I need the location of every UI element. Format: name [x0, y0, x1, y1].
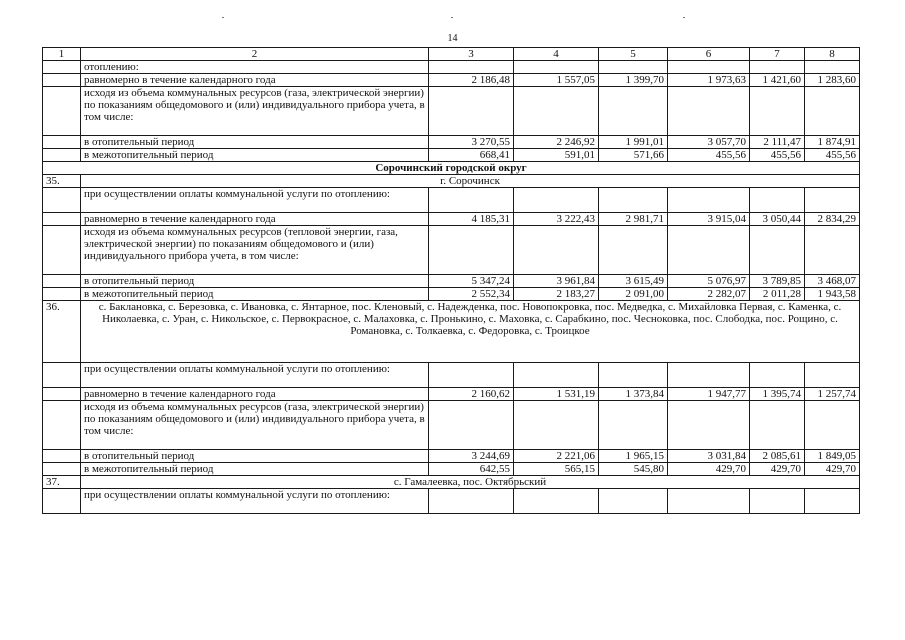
tariff-value: [805, 489, 860, 514]
tariff-value: [750, 61, 805, 74]
row-index: [43, 136, 81, 149]
row-index: [43, 213, 81, 226]
row-label: равномерно в течение календарного года: [81, 74, 429, 87]
tariff-value: 1 965,15: [599, 450, 668, 463]
tariff-value: 3 468,07: [805, 275, 860, 288]
tariff-value: 2 011,28: [750, 288, 805, 301]
tariff-value: 3 222,43: [514, 213, 599, 226]
tariff-value: [514, 401, 599, 450]
row-label: при осуществлении оплаты коммунальной услуги по отоплению:: [81, 188, 429, 213]
row-index: 35.: [43, 175, 81, 188]
row-index: [43, 87, 81, 136]
tariff-value: [514, 363, 599, 388]
tariff-value: [668, 61, 750, 74]
row-label: в отопительный период: [81, 136, 429, 149]
tariff-value: 2 183,27: [514, 288, 599, 301]
tariff-value: [668, 401, 750, 450]
table-row: [43, 188, 860, 213]
tariff-value: 2 282,07: [668, 288, 750, 301]
row-index: [43, 450, 81, 463]
locality-row: [43, 476, 860, 489]
tariff-value: [599, 87, 668, 136]
tariff-value: [429, 401, 514, 450]
tariff-value: [750, 188, 805, 213]
table-row: [43, 61, 860, 74]
row-label: при осуществлении оплаты коммунальной услуги по отоплению:: [81, 363, 429, 388]
tariff-value: [668, 87, 750, 136]
column-number: 2: [81, 48, 429, 61]
row-index: [43, 149, 81, 162]
tariff-value: 3 050,44: [750, 213, 805, 226]
tariff-value: [429, 188, 514, 213]
tariff-value: 3 244,69: [429, 450, 514, 463]
table-row: [43, 275, 860, 288]
tariff-value: 5 076,97: [668, 275, 750, 288]
row-index: [43, 61, 81, 74]
table-row: [43, 450, 860, 463]
tariff-value: [668, 188, 750, 213]
row-label: исходя из объема коммунальных ресурсов (тепловой энергии, газа, электрической энергии) по показаниям общедомового и (или) индивидуального прибора учета, в том числе:: [81, 226, 429, 275]
tariff-value: [750, 363, 805, 388]
tariff-value: 2 834,29: [805, 213, 860, 226]
row-label: в отопительный период: [81, 275, 429, 288]
tariff-value: 1 973,63: [668, 74, 750, 87]
row-label: исходя из объема коммунальных ресурсов (газа, электрической энергии) по показаниям общедомового и (или) индивидуального прибора учета, в том числе:: [81, 87, 429, 136]
tariff-value: 1 991,01: [599, 136, 668, 149]
tariff-value: [750, 401, 805, 450]
row-index: [43, 226, 81, 275]
row-label: в отопительный период: [81, 450, 429, 463]
tariff-value: [805, 87, 860, 136]
tariff-value: 2 552,34: [429, 288, 514, 301]
tariff-value: 1 283,60: [805, 74, 860, 87]
tariff-value: 1 421,60: [750, 74, 805, 87]
tariff-value: 1 849,05: [805, 450, 860, 463]
column-number: 6: [668, 48, 750, 61]
row-index: 36.: [43, 301, 81, 363]
tariff-value: 642,55: [429, 463, 514, 476]
tariff-value: 1 257,74: [805, 388, 860, 401]
tariff-value: 3 057,70: [668, 136, 750, 149]
tariff-value: [514, 61, 599, 74]
tariff-value: 455,56: [668, 149, 750, 162]
locality-name: г. Сорочинск: [81, 175, 860, 188]
column-number: 7: [750, 48, 805, 61]
tariff-value: [805, 61, 860, 74]
tariff-value: 2 085,61: [750, 450, 805, 463]
tariff-value: 591,01: [514, 149, 599, 162]
table-body: [43, 48, 860, 514]
tariff-value: [599, 226, 668, 275]
row-index: [43, 188, 81, 213]
table-row: [43, 149, 860, 162]
tariff-value: 2 246,92: [514, 136, 599, 149]
tariff-value: 1 947,77: [668, 388, 750, 401]
table-row: [43, 213, 860, 226]
tariff-value: 3 031,84: [668, 450, 750, 463]
table-row: [43, 288, 860, 301]
column-number: 8: [805, 48, 860, 61]
tariff-value: [429, 226, 514, 275]
column-number: 1: [43, 48, 81, 61]
table-row: [43, 74, 860, 87]
row-label: исходя из объема коммунальных ресурсов (газа, электрической энергии) по показаниям общедомового и (или) индивидуального прибора учета, в том числе:: [81, 401, 429, 450]
tariff-value: 1 399,70: [599, 74, 668, 87]
row-index: [43, 489, 81, 514]
table-row: [43, 226, 860, 275]
row-index: 37.: [43, 476, 81, 489]
tariff-value: 3 789,85: [750, 275, 805, 288]
tariff-value: [429, 61, 514, 74]
tariff-value: 2 186,48: [429, 74, 514, 87]
page-number: 14: [447, 33, 458, 44]
locality-name: с. Гамалеевка, пос. Октябрьский: [81, 476, 860, 489]
column-number: 3: [429, 48, 514, 61]
locality-row: [43, 175, 860, 188]
tariff-value: [514, 188, 599, 213]
tariff-value: [429, 87, 514, 136]
row-label: в межотопительный период: [81, 463, 429, 476]
tariff-value: 1 943,58: [805, 288, 860, 301]
table-row: [43, 489, 860, 514]
row-label: отоплению:: [81, 61, 429, 74]
tariff-value: 4 185,31: [429, 213, 514, 226]
column-number: 4: [514, 48, 599, 61]
tariff-value: 1 874,91: [805, 136, 860, 149]
tariff-value: [429, 489, 514, 514]
tariff-value: 2 221,06: [514, 450, 599, 463]
tariff-value: 455,56: [805, 149, 860, 162]
column-number: 5: [599, 48, 668, 61]
table-row: [43, 363, 860, 388]
tariff-value: 5 347,24: [429, 275, 514, 288]
row-index: [43, 288, 81, 301]
table-row: [43, 388, 860, 401]
locality-row: [43, 301, 860, 363]
tariff-value: [599, 188, 668, 213]
tariff-value: 668,41: [429, 149, 514, 162]
tariff-value: 1 395,74: [750, 388, 805, 401]
tariff-value: 3 615,49: [599, 275, 668, 288]
tariff-value: 2 111,47: [750, 136, 805, 149]
tariff-value: [750, 489, 805, 514]
row-index: [43, 74, 81, 87]
tariff-value: 1 531,19: [514, 388, 599, 401]
row-index: [43, 363, 81, 388]
table-row: [43, 87, 860, 136]
tariff-value: [668, 363, 750, 388]
tariff-value: 429,70: [750, 463, 805, 476]
tariff-value: [514, 87, 599, 136]
tariff-value: [750, 226, 805, 275]
table-row: [43, 401, 860, 450]
tariff-value: [429, 363, 514, 388]
row-index: [43, 388, 81, 401]
tariff-value: 3 270,55: [429, 136, 514, 149]
tariff-value: 429,70: [668, 463, 750, 476]
tariff-value: 455,56: [750, 149, 805, 162]
tariff-value: [668, 226, 750, 275]
district-heading: Сорочинский городской округ: [43, 162, 860, 175]
locality-name: с. Баклановка, с. Березовка, с. Ивановка, с. Янтарное, пос. Кленовый, с. Надежденка, пос. Новопокровка, пос. Медведка, с. Михайловка Первая, с. Каменка, с. Николаевка, с. Уран, с. Никольское, с. Первокрасное, с. Малаховка, с. Пронькино, с. Маховка, с. Сарабкино, пос. Чесноковка, пос. Слободка, пос. Рощино, с. Романовка, с. Толкаевка, с. Федоровка, с. Троицкое: [81, 301, 860, 363]
tariff-value: [805, 188, 860, 213]
tariff-value: 3 915,04: [668, 213, 750, 226]
tariff-value: [514, 489, 599, 514]
row-index: [43, 401, 81, 450]
row-index: [43, 463, 81, 476]
tariff-value: [599, 61, 668, 74]
column-number-row: [43, 48, 860, 61]
tariff-table: [42, 47, 860, 514]
tariff-value: 545,80: [599, 463, 668, 476]
row-label: в межотопительный период: [81, 149, 429, 162]
tariff-value: [599, 363, 668, 388]
tariff-value: [805, 401, 860, 450]
tariff-value: [668, 489, 750, 514]
tariff-value: [599, 401, 668, 450]
tariff-value: [805, 363, 860, 388]
row-label: при осуществлении оплаты коммунальной услуги по отоплению:: [81, 489, 429, 514]
tariff-value: 429,70: [805, 463, 860, 476]
tariff-value: 571,66: [599, 149, 668, 162]
row-label: равномерно в течение календарного года: [81, 213, 429, 226]
row-index: [43, 275, 81, 288]
tariff-value: [514, 226, 599, 275]
row-label: в межотопительный период: [81, 288, 429, 301]
table-row: [43, 136, 860, 149]
tariff-value: 2 981,71: [599, 213, 668, 226]
district-heading-row: [43, 162, 860, 175]
tariff-value: 1 557,05: [514, 74, 599, 87]
table-row: [43, 463, 860, 476]
tariff-value: [805, 226, 860, 275]
tariff-value: 2 091,00: [599, 288, 668, 301]
tariff-value: 565,15: [514, 463, 599, 476]
row-label: равномерно в течение календарного года: [81, 388, 429, 401]
tariff-value: 2 160,62: [429, 388, 514, 401]
tariff-value: 1 373,84: [599, 388, 668, 401]
tariff-value: [750, 87, 805, 136]
tariff-value: [599, 489, 668, 514]
tariff-value: 3 961,84: [514, 275, 599, 288]
